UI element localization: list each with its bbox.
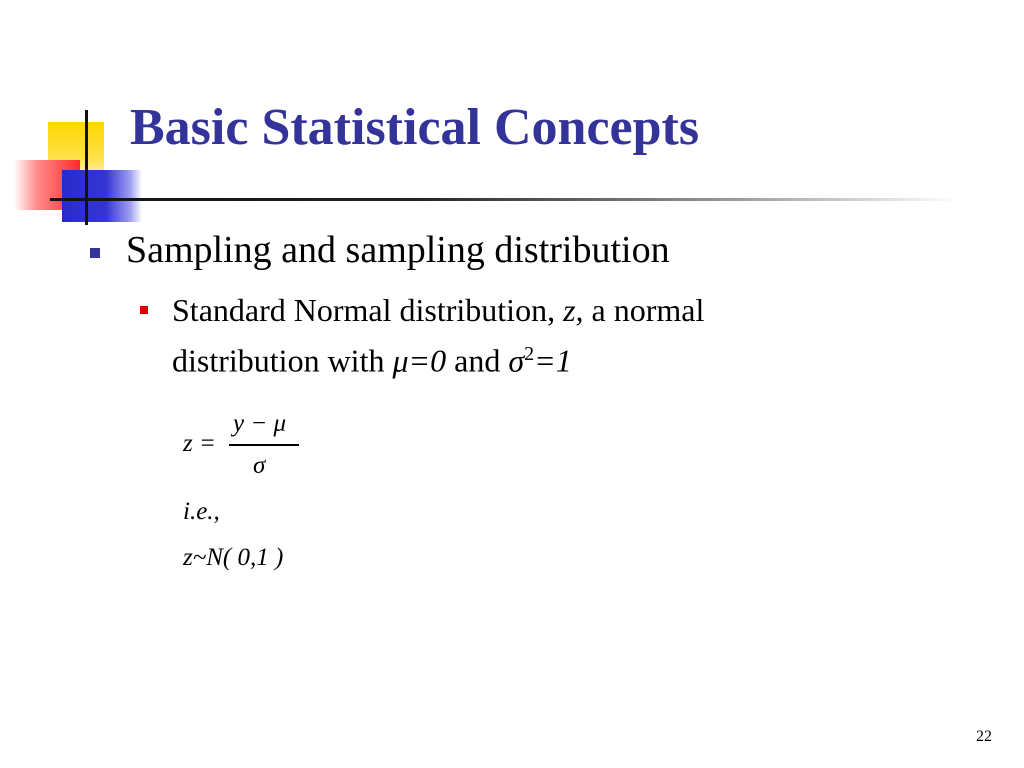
bullet-level2-text-c: distribution with xyxy=(172,342,385,379)
bullet-square-icon xyxy=(90,248,100,258)
bullet-level1-text: Sampling and sampling distribution xyxy=(126,229,670,271)
fraction-bar xyxy=(229,444,299,446)
equals-one: =1 xyxy=(534,342,572,379)
slide-title: Basic Statistical Concepts xyxy=(130,99,700,156)
page-number: 22 xyxy=(976,728,992,745)
formula-distribution: z~N( 0,1 ) xyxy=(183,544,284,571)
ornament-vertical-line xyxy=(85,110,88,225)
superscript-2: 2 xyxy=(524,343,535,365)
bullet-level2-text-a: Standard Normal distribution, xyxy=(172,292,556,328)
mu-equals-zero: μ=0 xyxy=(392,342,447,379)
bullet-square-icon xyxy=(140,306,148,314)
formula-numerator: y − μ xyxy=(233,410,287,437)
ornament-blue-square xyxy=(62,170,142,222)
formula-denominator: σ xyxy=(253,452,266,479)
variable-z: z, xyxy=(563,292,584,328)
formula-ie: i.e., xyxy=(183,498,220,525)
bullet-level2-text xyxy=(172,288,704,383)
sigma-symbol: σ xyxy=(508,342,525,379)
title-underline xyxy=(50,198,960,201)
bullet-level2-text-b: a normal xyxy=(591,292,705,328)
bullet-level2-and: and xyxy=(454,342,501,379)
z-score-formula xyxy=(183,410,383,580)
formula-lhs: z = xyxy=(183,430,216,457)
